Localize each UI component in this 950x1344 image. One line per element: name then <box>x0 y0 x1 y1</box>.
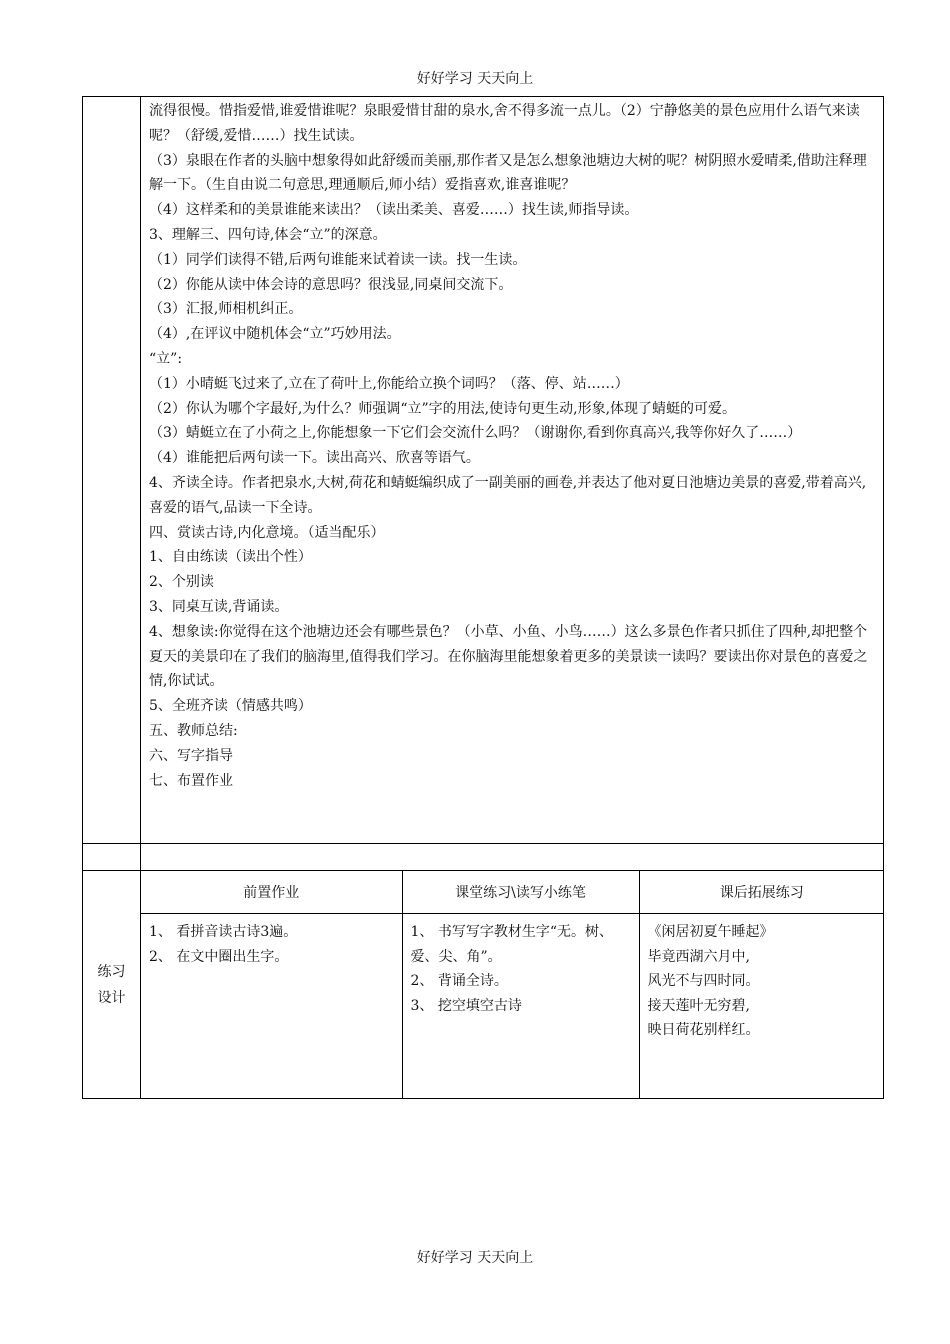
lesson-line: （4）,在评议中随机体会“立”巧妙用法。 <box>149 326 401 343</box>
lesson-line: 2、个别读 <box>149 574 214 591</box>
practice-design-label <box>83 871 141 1099</box>
lesson-line: “立”: <box>149 350 183 367</box>
empty-content-cell <box>141 844 884 871</box>
practice-table <box>141 871 884 1098</box>
list-item: 1、 书写写字教材生字“无。树、爱、尖、角”。 <box>410 924 614 965</box>
poem-line: 风光不与四时同。 <box>647 973 760 989</box>
teaching-process-cell <box>141 97 884 844</box>
lesson-line: 4、想象读:你觉得在这个池塘边还会有哪些景色？（小草、小鱼、小鸟……）这么多景色作者只抓住了四种,却把整个夏天的美景印在了我们的脑海里,值得我们学习。在你脑海里能想象着更多的美景读一读吗？要读出你对景色的喜爱之情,你试试。 <box>149 623 868 690</box>
teaching-process-row <box>83 97 884 844</box>
poem-title: 《闲居初夏午睡起》 <box>647 924 774 940</box>
column-header-class: 课堂练习\读写小练笔 <box>402 871 639 914</box>
practice-table-cell <box>141 871 884 1099</box>
lesson-line: 流得很慢。惜指爱惜,谁爱惜谁呢？泉眼爱惜甘甜的泉水,舍不得多流一点儿。（2）宁静悠美的景色应用什么语气来读呢？（舒缓,爱惜……）找生试读。 <box>149 103 860 144</box>
after-class-cell <box>639 914 884 1099</box>
lesson-line: （3）汇报,师相机纠正。 <box>149 301 303 318</box>
lesson-line: 六、写字指导 <box>149 747 233 764</box>
lesson-content <box>141 97 883 795</box>
lesson-line: 1、自由练读（读出个性） <box>149 549 312 566</box>
empty-row <box>83 844 884 871</box>
lesson-line: （4）这样柔和的美景谁能来读出？（读出柔美、喜爱……）找生读,师指导读。 <box>149 202 639 219</box>
page-header: 好好学习 天天向上 <box>416 71 534 87</box>
lesson-line: （3）泉眼在作者的头脑中想象得如此舒缓而美丽,那作者又是怎么想象池塘边大树的呢？树阴照水爱晴柔,借助注释理解一下。（生自由说二句意思,理通顺后,师小结）爱指喜欢,谁喜谁呢？ <box>149 152 867 194</box>
list-item: 2、 背诵全诗。 <box>410 973 508 989</box>
poem-line: 毕竟西湖六月中, <box>647 948 750 965</box>
lesson-line: （1）小晴蜓飞过来了,立在了荷叶上,你能给立换个词吗？（落、停、站……） <box>149 375 629 392</box>
lesson-line: （3）蜻蜓立在了小荷之上,你能想象一下它们会交流什么吗？（谢谢你,看到你真高兴,我等你好久了……） <box>149 425 802 442</box>
practice-label-text: 练习 设计 <box>97 963 126 1006</box>
row-label-cell <box>83 97 141 844</box>
lesson-line: 七、布置作业 <box>149 772 233 789</box>
lesson-line: 3、理解三、四句诗,体会“立”的深意。 <box>149 226 387 243</box>
lesson-line: 5、全班齐读（情感共鸣） <box>149 698 312 715</box>
empty-label-cell <box>83 844 141 871</box>
poem-line: 映日荷花别样红。 <box>647 1022 760 1038</box>
practice-header-row <box>141 871 884 914</box>
lesson-plan-table <box>82 96 884 1099</box>
lesson-line: 四、赏读古诗,内化意境。（适当配乐） <box>149 524 385 541</box>
list-item: 2、 在文中圈出生字。 <box>149 948 289 965</box>
practice-design-row <box>83 871 884 1099</box>
lesson-line: 3、同桌互读,背诵读。 <box>149 598 289 615</box>
list-item: 3、 挖空填空古诗 <box>410 997 522 1014</box>
list-item: 1、 看拼音读古诗3遍。 <box>149 924 298 940</box>
lesson-line: 4、齐读全诗。作者把泉水,大树,荷花和蜻蜓编织成了一副美丽的画卷,并表达了他对夏日池塘边美景的喜爱,带着高兴,喜爱的语气,品读一下全诗。 <box>149 474 867 516</box>
lesson-line: （1）同学们读得不错,后两句谁能来试着读一读。找一生读。 <box>149 251 527 268</box>
poem-line: 接天莲叶无穷碧, <box>647 997 750 1014</box>
class-practice-cell <box>402 914 639 1099</box>
lesson-line: （2）你能从读中体会诗的意思吗？很浅显,同桌间交流下。 <box>149 276 513 293</box>
lesson-line: （2）你认为哪个字最好,为什么？师强调“立”字的用法,使诗句更生动,形象,体现了蜻蜓的可爱。 <box>149 400 737 417</box>
lesson-line: （4）谁能把后两句读一下。读出高兴、欣喜等语气。 <box>149 450 480 467</box>
pre-homework-cell <box>141 914 402 1099</box>
practice-body-row <box>141 914 884 1099</box>
column-header-after: 课后拓展练习 <box>639 871 884 914</box>
page-footer: 好好学习 天天向上 <box>416 1250 534 1266</box>
column-header-pre: 前置作业 <box>141 871 402 914</box>
lesson-line: 五、教师总结: <box>149 722 238 739</box>
